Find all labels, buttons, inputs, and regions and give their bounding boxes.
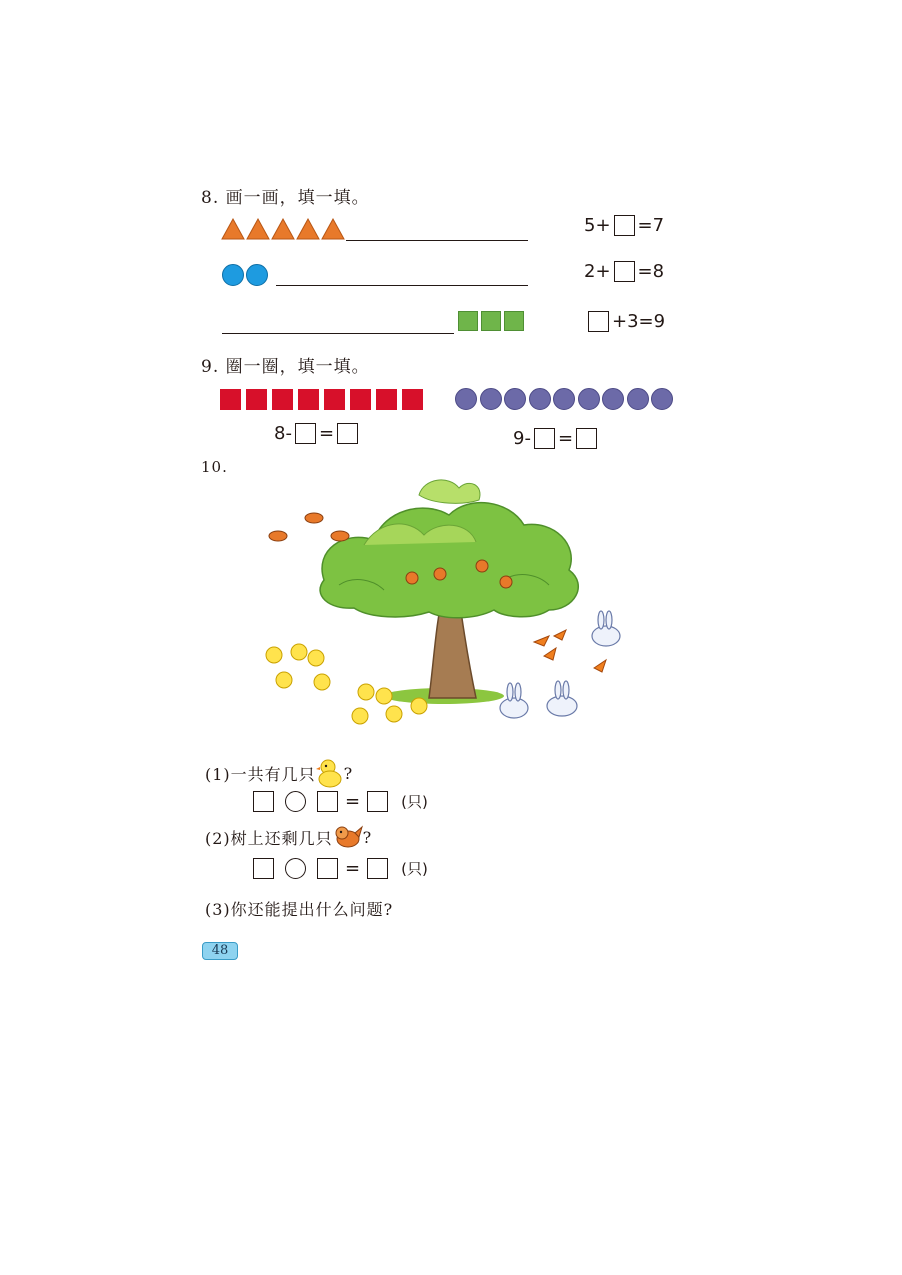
q1-equation	[250, 791, 428, 812]
section-8-heading: 8. 画一画，填一填。	[201, 188, 370, 208]
purple-circle-row	[455, 388, 676, 410]
eq-minuend: 8-	[274, 423, 292, 444]
answer-box[interactable]	[317, 791, 338, 812]
answer-box[interactable]	[253, 791, 274, 812]
drawing-line-2[interactable]	[276, 285, 528, 286]
purple-circle-icon	[602, 388, 624, 410]
red-square-icon	[350, 389, 371, 410]
blue-circle-icon	[246, 264, 268, 286]
purple-circle-icon	[651, 388, 673, 410]
q2-equation	[250, 858, 428, 879]
purple-circle-icon	[480, 388, 502, 410]
eq2-left: 2+	[584, 261, 611, 282]
purple-circle-icon	[455, 388, 477, 410]
blue-circle-row	[222, 264, 270, 286]
q2-text: (2)树上还剩几只	[205, 828, 333, 848]
operator-circle[interactable]	[285, 858, 306, 879]
q1-text: (1)一共有几只	[205, 764, 316, 784]
answer-box[interactable]	[614, 215, 635, 236]
equation-row-3	[585, 311, 665, 332]
drawing-line-3[interactable]	[222, 333, 454, 334]
equation-row-1	[584, 215, 664, 236]
eq-minuend: 9-	[513, 428, 531, 449]
drawing-line-1[interactable]	[346, 240, 528, 241]
question-1	[205, 758, 353, 788]
green-square-icon	[458, 311, 478, 331]
answer-box[interactable]	[317, 858, 338, 879]
red-square-icon	[298, 389, 319, 410]
q1-equals: =	[345, 791, 361, 812]
red-square-icon	[220, 389, 241, 410]
eq1-left: 5+	[584, 215, 611, 236]
answer-box[interactable]	[295, 423, 316, 444]
q1-unit: (只)	[401, 793, 428, 811]
question-2	[205, 823, 372, 851]
red-square-icon	[272, 389, 293, 410]
answer-box[interactable]	[614, 261, 635, 282]
eq1-right: =7	[637, 215, 665, 236]
tree-scene-icon	[244, 470, 644, 740]
q1-suffix: ?	[343, 763, 354, 783]
page-number: 48	[202, 942, 238, 960]
q2-unit: (只)	[401, 860, 428, 878]
purple-circle-icon	[553, 388, 575, 410]
green-square-row	[458, 311, 527, 331]
q2-equals: =	[345, 858, 361, 879]
answer-box[interactable]	[337, 423, 358, 444]
red-square-row	[220, 389, 428, 410]
purple-circle-icon	[578, 388, 600, 410]
subtraction-eq-left	[274, 423, 361, 444]
operator-circle[interactable]	[285, 791, 306, 812]
equation-row-2	[584, 261, 664, 282]
eq-equals: =	[557, 428, 574, 449]
purple-circle-icon	[627, 388, 649, 410]
red-square-icon	[246, 389, 267, 410]
red-square-icon	[376, 389, 397, 410]
red-square-icon	[324, 389, 345, 410]
tree-scene-illustration	[244, 470, 644, 744]
answer-box[interactable]	[367, 791, 388, 812]
purple-circle-icon	[529, 388, 551, 410]
orange-triangles-icon	[221, 218, 347, 240]
answer-box[interactable]	[588, 311, 609, 332]
green-square-icon	[481, 311, 501, 331]
green-square-icon	[504, 311, 524, 331]
chick-icon	[316, 758, 344, 788]
eq-equals: =	[318, 423, 335, 444]
q2-suffix: ?	[362, 827, 373, 847]
subtraction-eq-right	[513, 428, 600, 449]
section-10-heading: 10.	[201, 458, 228, 476]
section-9-heading: 9. 圈一圈，填一填。	[201, 357, 370, 377]
answer-box[interactable]	[253, 858, 274, 879]
eq2-right: =8	[637, 261, 665, 282]
bird-icon	[333, 823, 363, 851]
question-3: (3)你还能提出什么问题?	[205, 900, 394, 919]
triangle-row	[221, 218, 347, 244]
purple-circle-icon	[504, 388, 526, 410]
blue-circle-icon	[222, 264, 244, 286]
answer-box[interactable]	[367, 858, 388, 879]
eq3-right: +3=9	[612, 311, 666, 332]
red-square-icon	[402, 389, 423, 410]
answer-box[interactable]	[576, 428, 597, 449]
answer-box[interactable]	[534, 428, 555, 449]
